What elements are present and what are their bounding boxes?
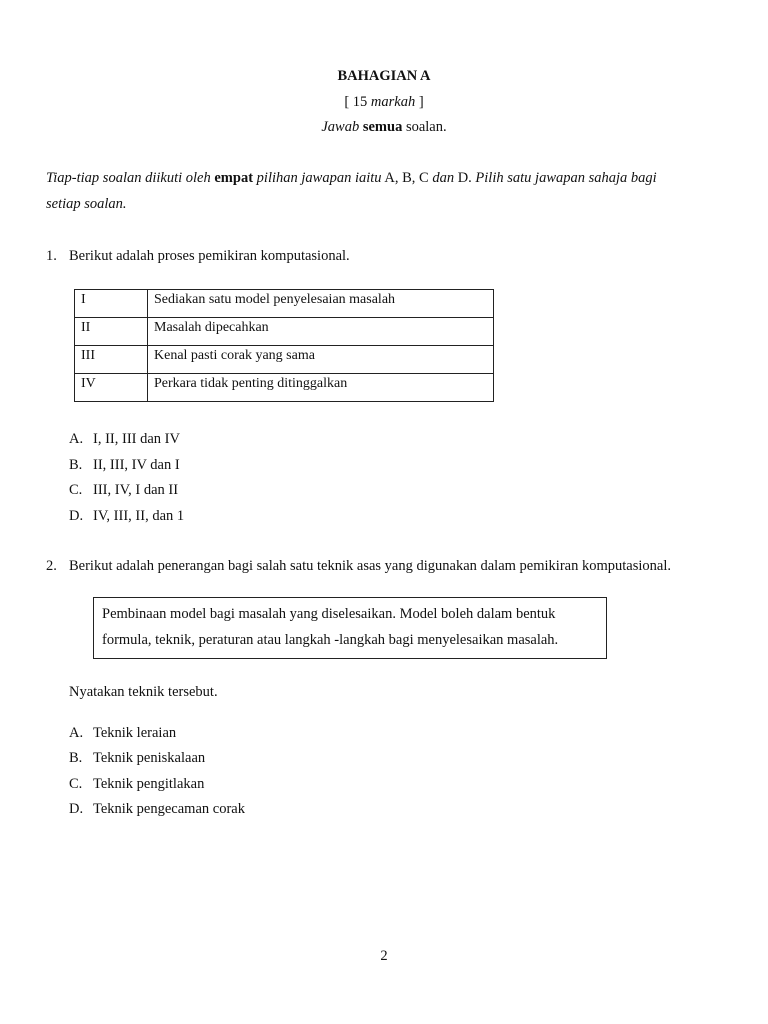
table-row [75, 346, 494, 374]
answer-instruction [0, 119, 768, 136]
option-text: III, IV, I dan II [93, 482, 179, 498]
q1-option-c[interactable] [69, 482, 178, 499]
answer-bold: semua [362, 119, 403, 135]
q1-option-b[interactable] [69, 457, 180, 474]
q2-option-c[interactable] [69, 776, 204, 793]
table-cell-desc: Perkara tidak penting ditinggalkan [148, 374, 494, 402]
page-number: 2 [380, 948, 388, 964]
option-letter: A. [69, 725, 84, 741]
instr-part5: D. [454, 170, 476, 186]
table-cell-desc: Masalah dipecahkan [148, 318, 494, 346]
option-text: Teknik pengecaman corak [93, 801, 245, 817]
option-letter: D. [69, 801, 84, 817]
answer-pre: Jawab [321, 119, 360, 135]
option-text: Teknik pengitlakan [93, 776, 205, 792]
option-letter: C. [69, 482, 83, 498]
section-title: BAHAGIAN A [337, 68, 431, 84]
instr-part3: A, B, C [381, 170, 433, 186]
box-line-1: Pembinaan model bagi masalah yang diselesaikan. Model boleh dalam bentuk [102, 606, 556, 622]
option-text: II, III, IV dan I [93, 457, 180, 473]
answer-post: soalan. [402, 119, 447, 135]
q2-option-a[interactable] [69, 725, 176, 742]
table-row [75, 374, 494, 402]
question-2-number: 2. [46, 558, 57, 574]
table-cell-num: III [75, 346, 148, 374]
description-box [93, 597, 607, 659]
q2-option-d[interactable] [69, 801, 245, 818]
option-text: Teknik peniskalaan [93, 750, 206, 766]
box-line-2: formula, teknik, peraturan atau langkah -langkah bagi menyelesaikan masalah. [102, 632, 559, 648]
instr-part4: dan [432, 170, 455, 186]
option-letter: B. [69, 457, 83, 473]
table-cell-num: IV [75, 374, 148, 402]
option-text: IV, III, II, dan 1 [93, 508, 185, 524]
instr-part1: Tiap-tiap soalan diikuti oleh [46, 170, 215, 186]
q2-option-b[interactable] [69, 750, 205, 767]
process-table [74, 289, 494, 402]
marks-line [0, 94, 768, 111]
option-text: Teknik leraian [93, 725, 177, 741]
question-1-number: 1. [46, 248, 57, 264]
q1-option-d[interactable] [69, 508, 184, 525]
question-2-text: Berikut adalah penerangan bagi salah satu teknik asas yang digunakan dalam pemikiran komputasional. [69, 558, 671, 574]
marks-open: [ 15 [344, 94, 371, 110]
marks-close: ] [415, 94, 424, 110]
instr-part2: pilihan jawapan iaitu [253, 170, 382, 186]
instructions-line1 [46, 170, 720, 187]
option-letter: A. [69, 431, 84, 447]
table-cell-num: II [75, 318, 148, 346]
table-cell-num: I [75, 290, 148, 318]
q1-option-a[interactable] [69, 431, 180, 448]
option-letter: C. [69, 776, 83, 792]
option-text: I, II, III dan IV [93, 431, 180, 447]
marks-word: markah [370, 94, 416, 110]
question-1-text: Berikut adalah proses pemikiran komputasional. [69, 248, 350, 264]
question-2-prompt: Nyatakan teknik tersebut. [69, 684, 218, 700]
table-row [75, 290, 494, 318]
instructions-line2: setiap soalan. [46, 196, 127, 212]
table-cell-desc: Kenal pasti corak yang sama [148, 346, 494, 374]
table-cell-desc: Sediakan satu model penyelesaian masalah [148, 290, 494, 318]
instr-bold: empat [214, 170, 254, 186]
table-row [75, 318, 494, 346]
option-letter: B. [69, 750, 83, 766]
option-letter: D. [69, 508, 84, 524]
instr-part6: Pilih satu jawapan sahaja bagi [475, 170, 657, 186]
